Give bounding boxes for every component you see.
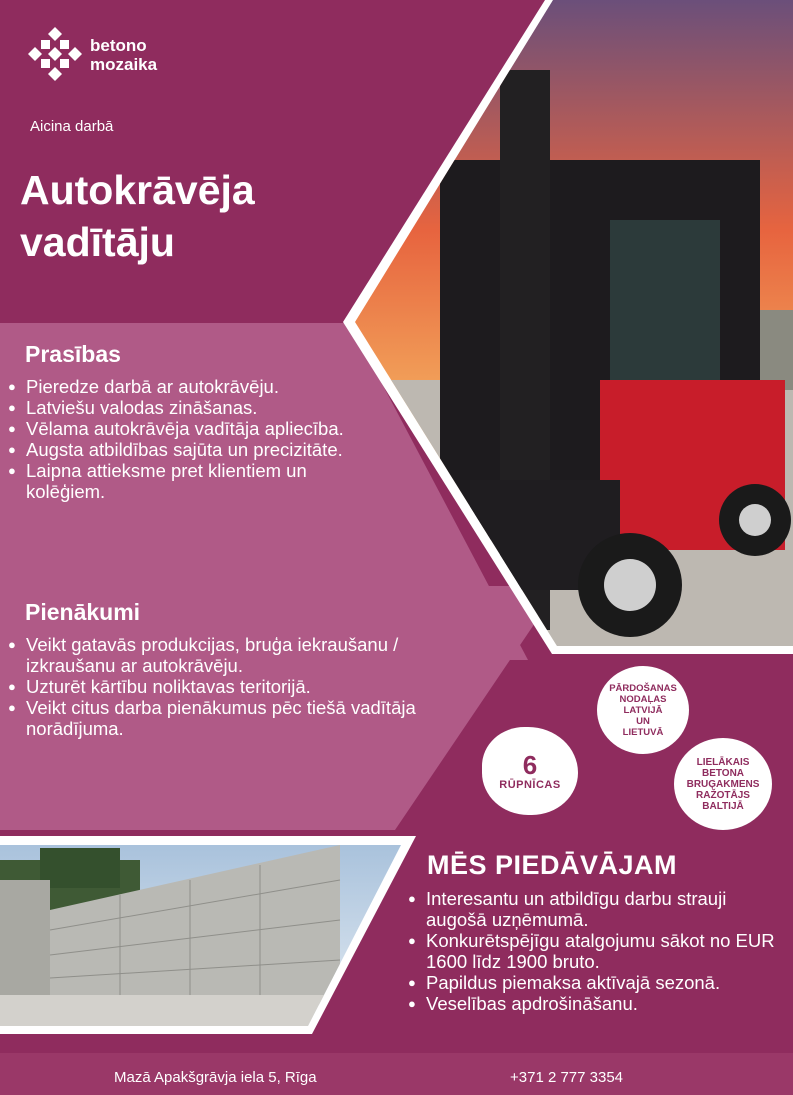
sales-line: LATVIJĀ: [623, 704, 663, 716]
duties-heading: Pienākumi: [25, 599, 141, 625]
factories-number: 6: [522, 750, 538, 780]
list-item: ● Pieredze darbā ar autokrāvēju.: [8, 376, 388, 397]
largest-line: LIELĀKAIS: [696, 756, 750, 768]
list-item: ● Veikt citus darba pienākumus pēc tiešā vadītāja norādījuma.: [8, 697, 416, 739]
sales-line: LIETUVĀ: [622, 726, 664, 738]
warehouse-photo: [0, 845, 410, 1035]
tagline: Aicina darbā: [30, 118, 114, 135]
factories-label: RŪPNĪCAS: [499, 779, 561, 791]
list-item: ● Latviešu valodas zināšanas.: [8, 397, 388, 418]
footer-phone[interactable]: +371 2 777 3354: [510, 1069, 624, 1086]
brand-name: [90, 36, 157, 74]
brand-name-line1: betono: [90, 36, 147, 55]
requirements-list: [8, 376, 388, 502]
offer-heading: MĒS PIEDĀVĀJAM: [427, 850, 678, 880]
offer-list: [408, 888, 788, 1014]
sales-line: UN: [636, 715, 650, 727]
list-item: ● Uzturēt kārtību noliktavas teritorijā.: [8, 676, 478, 697]
title-line1: Autokrāvēja: [20, 167, 255, 213]
largest-producer-badge: [674, 738, 772, 830]
list-item: ● Veselības apdrošināšanu.: [408, 993, 788, 1014]
page-title: [20, 164, 255, 268]
list-item: ● Interesantu un atbildīgu darbu strauji augošā uzņēmumā.: [408, 888, 736, 930]
brand-name-line2: mozaika: [90, 55, 158, 74]
brand-logo-icon: [28, 27, 82, 81]
footer-address: Mazā Apakšgrāvja iela 5, Rīga: [114, 1069, 317, 1086]
factories-badge: [482, 727, 578, 815]
list-item: ● Vēlama autokrāvēja vadītāja apliecība.: [8, 418, 388, 439]
list-item: ● Augsta atbildības sajūta un precizitāte.: [8, 439, 388, 460]
duties-list: [8, 634, 478, 739]
largest-line: BETONA: [701, 767, 745, 779]
largest-line: BRUĢAKMENS: [686, 778, 760, 790]
list-item: ● Laipna attieksme pret klientiem un kolēģiem.: [8, 460, 356, 502]
requirements-heading: Prasības: [25, 341, 121, 367]
title-line2: vadītāju: [20, 219, 175, 265]
list-item: ● Veikt gatavās produkcijas, bruģa iekraušanu / izkraušanu ar autokrāvēju.: [8, 634, 478, 676]
list-item: ● Konkurētspējīgu atalgojumu sākot no EUR 1600 līdz 1900 bruto.: [408, 930, 776, 972]
sales-line: NODAĻAS: [619, 693, 667, 705]
list-item: ● Papildus piemaksa aktīvajā sezonā.: [408, 972, 788, 993]
largest-line: RAŽOTĀJS: [696, 789, 750, 801]
largest-line: BALTIJĀ: [702, 800, 744, 812]
sales-badge: [597, 666, 689, 754]
sales-line: PĀRDOŠANAS: [609, 682, 677, 694]
